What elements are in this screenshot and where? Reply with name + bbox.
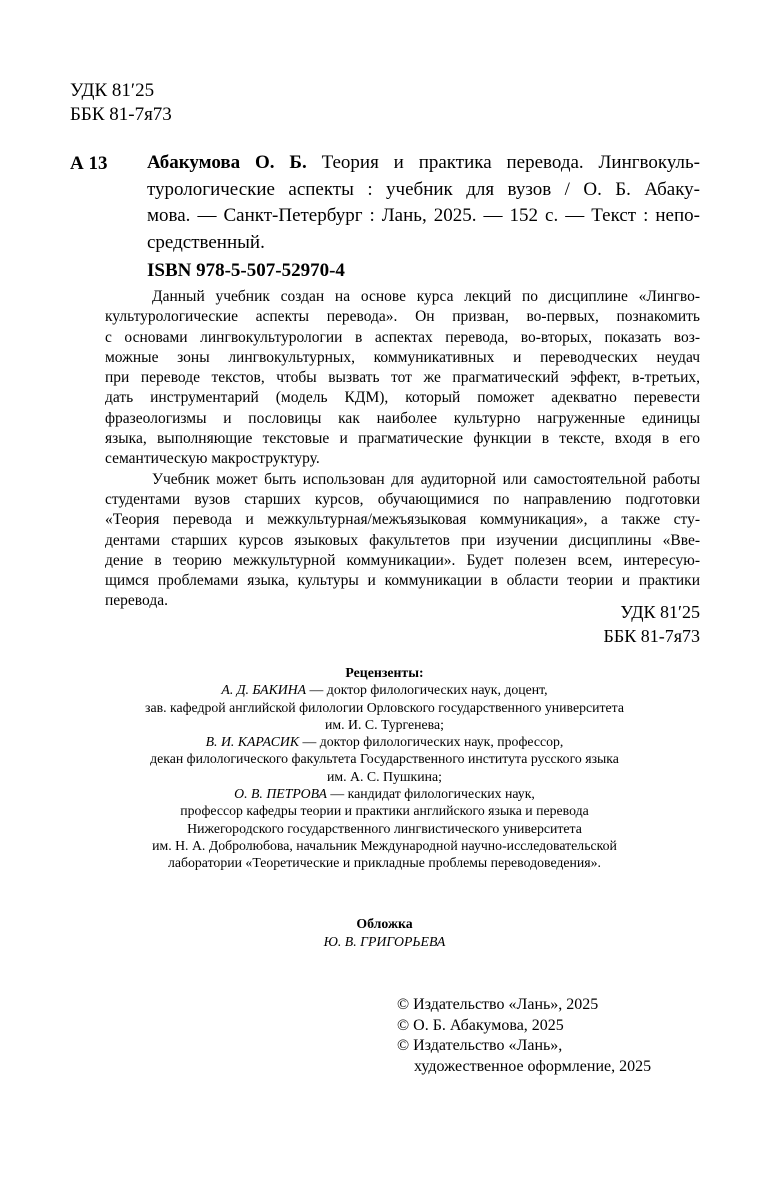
- reviewer-2-name: В. И. КАРАСИК: [205, 734, 300, 750]
- abstract-line: дентами старших курсов языковых факультетов при изучении дисциплины «Вве-: [105, 531, 700, 549]
- reviewer-3-institution: Нижегородского государственного лингвистического университета: [187, 820, 582, 836]
- entry-line: мова. — Санкт-Петербург : Лань, 2025. — 152 с. — Текст : непо-: [147, 205, 700, 226]
- reviewer-1-institution: им. И. С. Тургенева;: [325, 716, 444, 732]
- reviewer-3-position: профессор кафедры теории и практики английского языка и перевода: [180, 803, 589, 819]
- abstract-line: с основами лингвокультурологии в аспектах перевода, во-вторых, показать воз-: [105, 328, 700, 346]
- copyright-line: художественное оформление, 2025: [414, 1057, 652, 1075]
- entry-line: средственный.: [147, 231, 265, 253]
- reviewer-3-lab: лаборатории «Теоретические и прикладные проблемы переводоведения».: [167, 855, 602, 871]
- abstract-line: щимся проблемами языка, культуры и коммуникации в области теории и практики: [105, 572, 700, 590]
- abstract-line: «Теория перевода и межкультурная/межъязыковая коммуникация», а также сту-: [105, 511, 700, 529]
- bibliographic-entry: [147, 150, 700, 256]
- author-mark: А 13: [70, 153, 108, 174]
- reviewers-block: [0, 664, 769, 872]
- bbk-code-right: ББК 81-7я73: [603, 626, 700, 646]
- reviewer-2-institution: им. А. С. Пушкина;: [327, 768, 442, 784]
- abstract-line: студентами вузов старших курсов, обучающимися по направлению подготовки: [105, 490, 700, 508]
- reviewer-1-name: А. Д. БАКИНА: [221, 682, 307, 698]
- abstract-line: при переводе текстов, чтобы вызвать тот же прагматический эффект, в-третьих,: [105, 369, 700, 387]
- copyright-line: © О. Б. Абакумова, 2025: [397, 1016, 564, 1034]
- cover-heading: Обложка: [356, 916, 413, 931]
- reviewer-1-position: зав. кафедрой английской филологии Орловского государственного университета: [145, 699, 624, 715]
- reviewers-heading: Рецензенты:: [345, 665, 424, 680]
- abstract-line: фразеологизмы и пословицы как наиболее культурно нагруженные единицы: [105, 409, 700, 427]
- entry-line: турологические аспекты : учебник для вузов / О. Б. Абаку-: [147, 178, 700, 200]
- cover-artist: Ю. В. ГРИГОРЬЕВА: [323, 933, 446, 949]
- reviewer-3-institution-cont: им. Н. А. Добролюбова, начальник Международной научно-исследовательской: [152, 837, 617, 853]
- reviewer-2-position: декан филологического факультета Государственного института русского языка: [150, 751, 619, 767]
- abstract-line: Учебник может быть использован для аудиторной или самостоятельной работы: [152, 470, 700, 488]
- udk-code: УДК 81′25: [70, 80, 155, 101]
- abstract-line: дать инструментарий (модель КДМ), который поможет адекватно перевести: [105, 389, 700, 407]
- cover-credit: [0, 915, 769, 950]
- abstract-line: перевода.: [105, 592, 168, 610]
- abstract: [105, 287, 700, 612]
- bbk-code: ББК 81-7я73: [70, 104, 172, 125]
- abstract-line: можные зоны лингвокультурных, коммуникативных и переводческих неудач: [105, 348, 700, 366]
- copyright-line: © Издательство «Лань»,: [397, 1037, 563, 1054]
- entry-line: Абакумова О. Б. Теория и практика перевода. Лингвокуль-: [147, 152, 700, 173]
- reviewer-3-name: О. В. ПЕТРОВА: [234, 786, 327, 802]
- reviewer-1: А. Д. БАКИНА — доктор филологических наук, доцент,: [221, 682, 548, 698]
- udk-code-right: УДК 81′25: [620, 602, 700, 622]
- abstract-line: семантическую макроструктуру.: [105, 450, 320, 468]
- isbn: ISBN 978-5-507-52970-4: [147, 260, 345, 281]
- abstract-line: дение в теорию межкультурной коммуникации». Будет полезен всем, интересую-: [105, 551, 700, 569]
- copyright-line: © Издательство «Лань», 2025: [397, 996, 599, 1013]
- copyright-block: [397, 995, 651, 1077]
- abstract-line: языка, выполняющие текстовые и прагматические функции в тексте, входя в его: [105, 430, 700, 448]
- abstract-line: Данный учебник создан на основе курса лекций по дисциплине «Лингво-: [152, 288, 700, 305]
- abstract-line: культурологические аспекты перевода». Он призван, во-первых, познакомить: [105, 308, 700, 326]
- reviewer-2: В. И. КАРАСИК — доктор филологических наук, профессор,: [205, 734, 564, 750]
- entry-author: Абакумова О. Б.: [147, 152, 307, 173]
- reviewer-3: О. В. ПЕТРОВА — кандидат филологических наук,: [234, 786, 535, 802]
